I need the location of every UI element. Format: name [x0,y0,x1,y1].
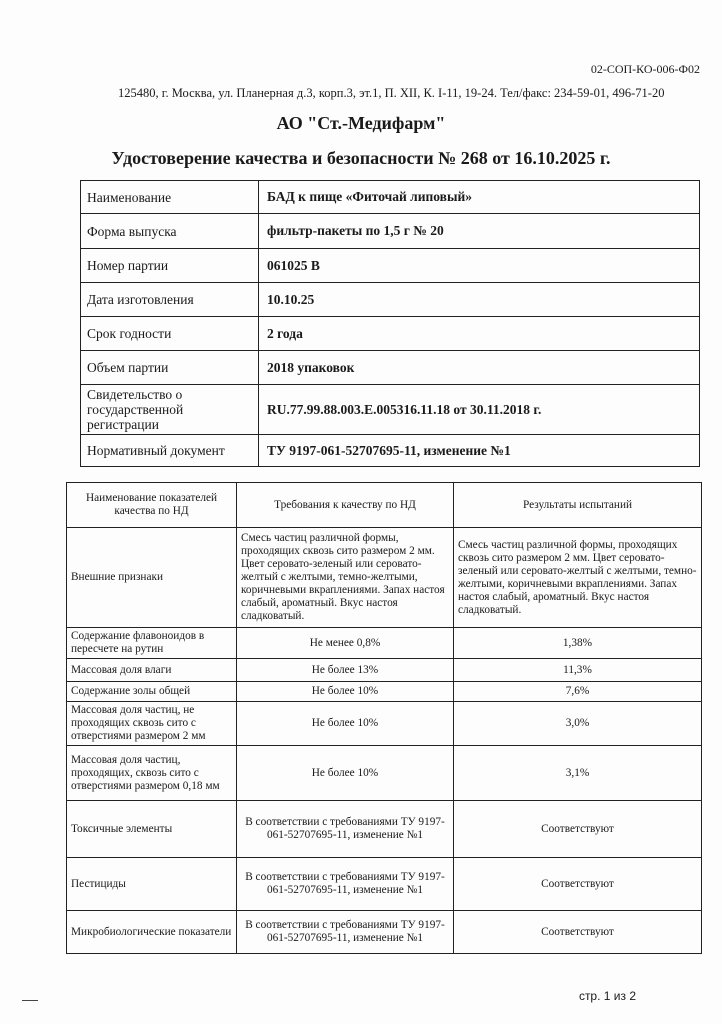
indicator-name: Содержание золы общей [67,682,237,702]
info-value: БАД к пище «Фиточай липовый» [259,181,700,214]
requirement: Не более 13% [237,659,454,682]
info-label: Форма выпуска [81,214,259,249]
info-label: Срок годности [81,317,259,351]
indicator-name: Массовая доля частиц, не проходящих сквозь сито с отверстиями размером 2 мм [67,702,237,746]
quality-row [67,801,702,858]
quality-row [67,702,702,746]
info-row [81,283,700,317]
requirement: Не более 10% [237,702,454,746]
info-value: 061025 В [259,249,700,283]
quality-row [67,746,702,801]
quality-row [67,528,702,628]
quality-row [67,911,702,954]
result: Соответствуют [454,911,702,954]
column-header: Требования к качеству по НД [237,483,454,528]
info-value: фильтр-пакеты по 1,5 г № 20 [259,214,700,249]
info-label: Дата изготовления [81,283,259,317]
result: 11,3% [454,659,702,682]
requirement: Не менее 0,8% [237,628,454,659]
requirement: Не более 10% [237,682,454,702]
info-row [81,385,700,435]
column-header: Результаты испытаний [454,483,702,528]
quality-row [67,682,702,702]
info-value: RU.77.99.88.003.Е.005316.11.18 от 30.11.2018 г. [259,385,700,435]
info-row [81,351,700,385]
requirement: В соответствии с требованиями ТУ 9197-061-52707695-11, изменение №1 [237,801,454,858]
info-value: 10.10.25 [259,283,700,317]
indicator-name: Токсичные элементы [67,801,237,858]
info-row [81,181,700,214]
info-value: ТУ 9197-061-52707695-11, изменение №1 [259,435,700,467]
indicator-name: Массовая доля частиц, проходящих, сквозь сито с отверстиями размером 0,18 мм [67,746,237,801]
info-label: Номер партии [81,249,259,283]
info-row [81,214,700,249]
requirement: В соответствии с требованиями ТУ 9197-061-52707695-11, изменение №1 [237,858,454,911]
indicator-name: Внешние признаки [67,528,237,628]
document-code: 02-СОП-КО-006-Ф02 [590,62,700,76]
result: 3,0% [454,702,702,746]
document-title: Удостоверение качества и безопасности № 268 от 16.10.2025 г. [111,148,611,168]
column-header: Наименование показателей качества по НД [67,483,237,528]
indicator-name: Пестициды [67,858,237,911]
quality-row [67,628,702,659]
company-name: АО "Ст.-Медифарм" [276,113,446,133]
page-number: стр. 1 из 2 [578,989,636,1003]
result: Соответствуют [454,801,702,858]
result: 7,6% [454,682,702,702]
result: 3,1% [454,746,702,801]
quality-table [66,482,702,954]
info-label: Объем партии [81,351,259,385]
info-row [81,249,700,283]
company-address: 125480, г. Москва, ул. Планерная д.3, корп.3, эт.1, П. XII, К. I-11, 19-24. Тел/факс: 234-59-01, 496-71-20 [118,86,665,100]
info-value: 2018 упаковок [259,351,700,385]
info-label: Наименование [81,181,259,214]
info-row [81,317,700,351]
product-info-table [80,180,700,467]
info-label: Нормативный документ [81,435,259,467]
info-row [81,435,700,467]
indicator-name: Массовая доля влаги [67,659,237,682]
result: 1,38% [454,628,702,659]
quality-row [67,858,702,911]
margin-mark [22,1000,38,1001]
info-label: Свидетельство о государственной регистрации [81,385,259,435]
requirement: Смесь частиц различной формы, проходящих сквозь сито размером 2 мм. Цвет серовато-зеленый или серовато-желтый с желтыми, темно-желтыми, коричневыми вкраплениями. Запах настоя слабый, ароматный. Вкус настоя сладковатый. [237,528,454,628]
quality-row [67,659,702,682]
indicator-name: Содержание флавоноидов в пересчете на рутин [67,628,237,659]
result: Смесь частиц различной формы, проходящих сквозь сито размером 2 мм. Цвет серовато-зеленый или серовато-желтый с желтыми, темно-желтыми, коричневыми вкраплениями. Запах настоя слабый, ароматный. Вкус настоя сладковатый. [454,528,702,628]
requirement: В соответствии с требованиями ТУ 9197-061-52707695-11, изменение №1 [237,911,454,954]
result: Соответствуют [454,858,702,911]
indicator-name: Микробиологические показатели [67,911,237,954]
quality-header-row [67,483,702,528]
requirement: Не более 10% [237,746,454,801]
info-value: 2 года [259,317,700,351]
